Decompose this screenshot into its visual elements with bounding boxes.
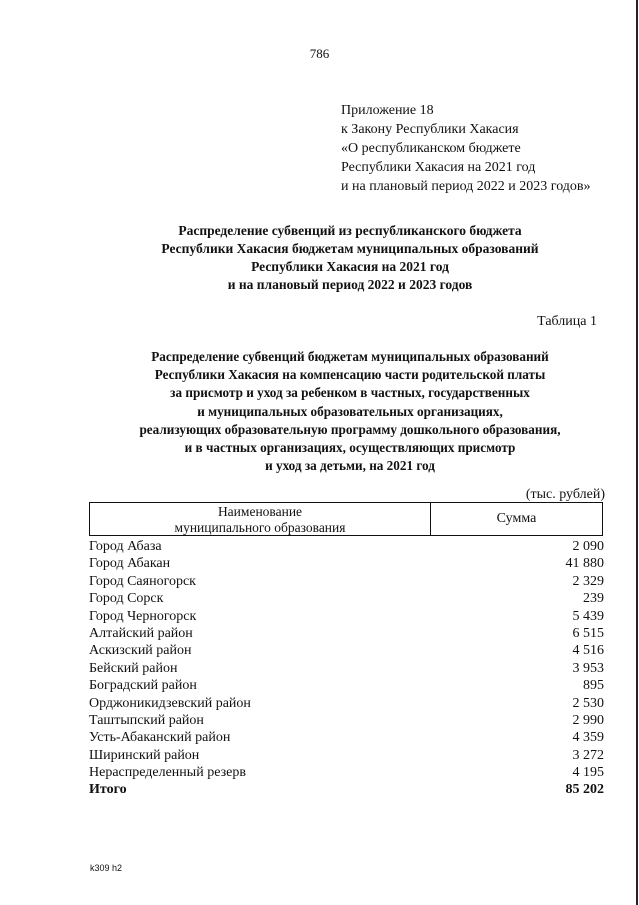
row-sum: 5 439 — [572, 608, 604, 624]
row-name: Усть-Абаканский район — [89, 730, 231, 746]
row-name: Бейский район — [89, 660, 178, 676]
header-name-cell — [90, 503, 431, 535]
table-body — [89, 538, 604, 799]
table-row — [89, 729, 604, 746]
row-sum: 2 530 — [572, 695, 604, 711]
appendix-line: Приложение 18 — [341, 103, 434, 118]
footer-code: k309 h2 — [90, 863, 123, 873]
table-title-line: реализующих образовательную программу дошкольного образования, — [139, 421, 561, 437]
row-name: Город Абаза — [89, 539, 162, 554]
appendix-line: к Закону Республики Хакасия — [341, 122, 519, 137]
appendix-block — [341, 101, 591, 196]
table-label: Таблица 1 — [537, 314, 597, 329]
row-name: Город Абакан — [89, 556, 171, 572]
row-sum: 6 515 — [572, 625, 604, 641]
table-title — [0, 348, 639, 475]
row-sum: 4 359 — [572, 730, 604, 746]
main-title-line: Распределение субвенций из республиканского бюджета — [178, 223, 522, 238]
row-name: Орджоникидзевский район — [89, 695, 251, 711]
appendix-line: «О республиканском бюджете — [341, 141, 521, 156]
table-title-line: и муниципальных образовательных организациях, — [197, 403, 503, 419]
table-title-line: за присмотр и уход за ребенком в частных, государственных — [170, 385, 530, 401]
row-name: Город Черногорск — [89, 608, 197, 624]
table-header — [89, 502, 603, 536]
table-title-line: Республики Хакасия на компенсацию части родительской платы — [154, 367, 546, 383]
row-sum: 239 — [583, 591, 604, 607]
row-sum: 41 880 — [565, 556, 604, 572]
table-title-line: Распределение субвенций бюджетам муниципальных образований — [151, 349, 549, 364]
total-sum: 85 202 — [565, 782, 604, 798]
header-name-line: муниципального образования — [174, 520, 346, 535]
appendix-line: и на плановый период 2022 и 2023 годов» — [341, 179, 591, 194]
row-name: Таштыпский район — [89, 712, 204, 728]
table-row — [89, 695, 604, 712]
row-name: Город Саяногорск — [89, 573, 196, 589]
table-row — [89, 608, 604, 625]
table-row — [89, 660, 604, 677]
table-row — [89, 747, 604, 764]
table-row — [89, 677, 604, 694]
total-name: Итого — [89, 782, 127, 798]
header-name-line: Наименование — [217, 504, 303, 519]
table-row — [89, 712, 604, 729]
row-name: Боградский район — [89, 678, 197, 694]
main-title-line: и на плановый период 2022 и 2023 годов — [227, 277, 473, 292]
main-title-line: Республики Хакасия бюджетам муниципальных образований — [161, 241, 539, 256]
row-sum: 4 516 — [572, 643, 604, 659]
row-sum: 4 195 — [572, 765, 604, 781]
table-row — [89, 555, 604, 572]
row-sum: 3 953 — [572, 660, 604, 676]
main-title-line: Республики Хакасия на 2021 год — [251, 259, 449, 274]
units-label: (тыс. рублей) — [525, 487, 605, 502]
row-name: Нераспределенный резерв — [89, 765, 246, 781]
row-sum: 3 272 — [572, 747, 604, 763]
row-name: Город Сорск — [89, 591, 164, 607]
main-title — [0, 222, 639, 294]
header-sum-cell: Сумма — [496, 511, 537, 526]
table-row — [89, 573, 604, 590]
row-name: Ширинский район — [89, 747, 200, 763]
row-sum: 2 090 — [572, 539, 604, 554]
row-sum: 2 329 — [572, 573, 604, 589]
page-number: 786 — [309, 46, 330, 61]
table-row — [89, 538, 604, 555]
row-sum: 2 990 — [572, 712, 604, 728]
table-row — [89, 642, 604, 659]
table-row — [89, 590, 604, 607]
table-title-line: и уход за детьми, на 2021 год — [265, 458, 435, 474]
row-sum: 895 — [583, 678, 604, 694]
total-row — [89, 781, 604, 798]
table-title-line: и в частных организациях, осуществляющих присмотр — [184, 440, 516, 456]
table-row — [89, 764, 604, 781]
row-name: Алтайский район — [89, 625, 193, 641]
table-row — [89, 625, 604, 642]
row-name: Аскизский район — [89, 643, 192, 659]
appendix-line: Республики Хакасия на 2021 год — [341, 160, 536, 175]
